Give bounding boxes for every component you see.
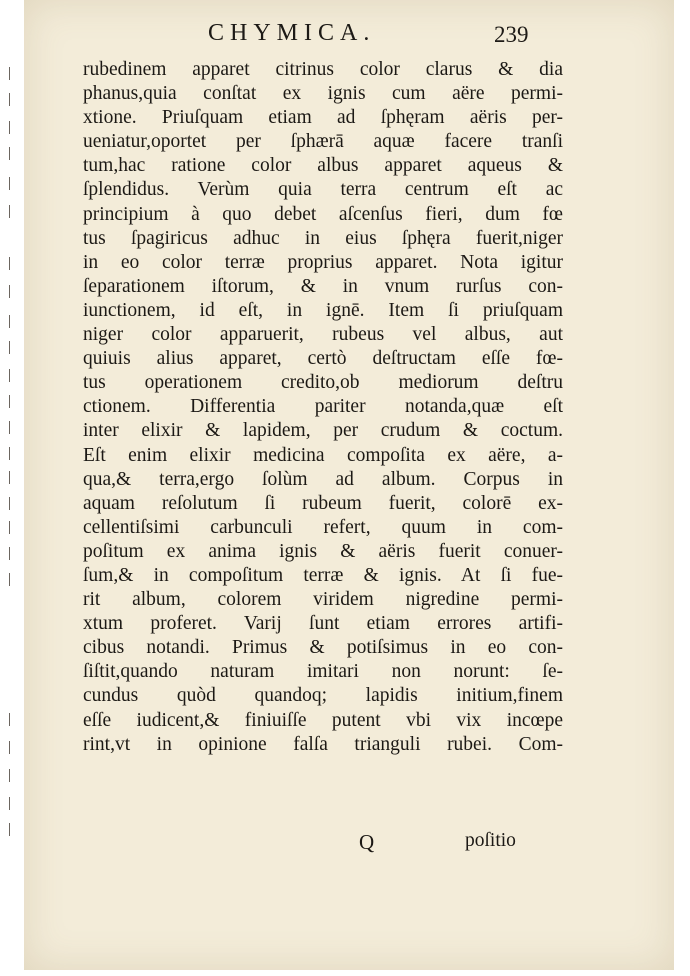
text-line: rint,vt in opinione falſa trianguli rubei. Com- xyxy=(83,733,563,755)
text-line: niger color apparuerit, rubeus vel albus, aut xyxy=(83,324,563,346)
text-line: tus ſpagiricus adhuc in eius ſphęra fuerit,niger xyxy=(83,227,563,249)
text-line: tus operationem credito,ob mediorum deſtru xyxy=(83,372,563,394)
text-line: ſiſtit,quando naturam imitari non norunt: ſe- xyxy=(83,661,563,683)
text-line: ctionem. Differentia pariter notanda,quæ eſt xyxy=(83,396,563,418)
text-line: rubedinem apparet citrinus color clarus & dia xyxy=(83,59,563,80)
gutter-mark: | xyxy=(8,739,12,755)
gutter-mark: | xyxy=(8,767,12,783)
text-line: ſplendidus. Verùm quia terra centrum eſt ac xyxy=(83,179,563,201)
text-line: ſum,& in compoſitum terræ & ignis. At ſi fue- xyxy=(83,564,563,586)
gutter-mark: | xyxy=(8,545,12,561)
book-page xyxy=(24,0,674,970)
gutter-mark: | xyxy=(8,519,12,535)
text-line: Eſt enim elixir medicina compoſita ex aëre, a- xyxy=(83,444,563,466)
gutter-mark: | xyxy=(8,145,12,161)
gutter-mark: | xyxy=(8,821,12,837)
gutter-mark: | xyxy=(8,339,12,355)
page-number: 239 xyxy=(494,22,529,47)
gutter-mark: | xyxy=(8,91,12,107)
text-line: rit album, colorem viridem nigredine permi- xyxy=(83,589,563,611)
gutter-mark: | xyxy=(8,175,12,191)
running-title: CHYMICA. xyxy=(208,20,376,46)
text-line: ueniatur,oportet per ſphærā aquæ facere tranſi xyxy=(83,131,563,153)
gutter-mark: | xyxy=(8,419,12,435)
gutter-mark: | xyxy=(8,283,12,299)
gutter-mark: | xyxy=(8,367,12,383)
page-header xyxy=(24,20,674,50)
text-line: aquam reſolutum ſi rubeum fuerit, colorē ex- xyxy=(83,492,563,514)
text-line: eſſe iudicent,& finiuiſſe putent vbi vix incœpe xyxy=(83,709,563,731)
text-line: cundus quòd quandoq; lapidis initium,finem xyxy=(83,685,563,707)
body-text xyxy=(83,58,563,757)
text-line: cellentiſsimi carbunculi refert, quum in com- xyxy=(83,516,563,538)
gutter-mark: | xyxy=(8,571,12,587)
gutter-mark: | xyxy=(8,203,12,219)
gutter-mark: | xyxy=(8,495,12,511)
text-line: iunctionem, id eſt, in ignē. Item ſi priuſquam xyxy=(83,299,563,321)
text-line: in eo color terræ proprius apparet. Nota igitur xyxy=(83,251,563,273)
text-line: poſitum ex anima ignis & aëris fuerit conuer- xyxy=(83,540,563,562)
gutter-mark: | xyxy=(8,255,12,271)
catchword: poſitio xyxy=(465,830,516,851)
gutter-mark: | xyxy=(8,469,12,485)
text-line: tum,hac ratione color albus apparet aqueus & xyxy=(83,155,563,177)
signature-mark: Q xyxy=(359,830,375,854)
page-footer xyxy=(24,830,674,856)
text-line: qua,& terra,ergo ſolùm ad album. Corpus in xyxy=(83,468,563,490)
gutter-mark: | xyxy=(8,65,12,81)
text-line: phanus,quia conſtat ex ignis cum aëre permi- xyxy=(83,83,563,105)
text-line: inter elixir & lapidem, per crudum & coctum. xyxy=(83,420,563,442)
text-line: ſeparationem iſtorum, & in vnum rurſus con- xyxy=(83,275,563,297)
gutter-mark: | xyxy=(8,795,12,811)
gutter-mark: | xyxy=(8,393,12,409)
gutter-mark: | xyxy=(8,445,12,461)
text-line: cibus notandi. Primus & potiſsimus in eo con- xyxy=(83,637,563,659)
text-line: xtum proferet. Varij ſunt etiam errores artifi- xyxy=(83,613,563,635)
gutter-mark: | xyxy=(8,119,12,135)
text-line: principium à quo debet aſcenſus fieri, dum fœ xyxy=(83,203,563,225)
text-line: quiuis alius apparet, certò deſtructam eſſe fœ- xyxy=(83,348,563,370)
gutter-mark: | xyxy=(8,313,12,329)
text-line: xtione. Priuſquam etiam ad ſphęram aëris per- xyxy=(83,107,563,129)
gutter-mark: | xyxy=(8,711,12,727)
